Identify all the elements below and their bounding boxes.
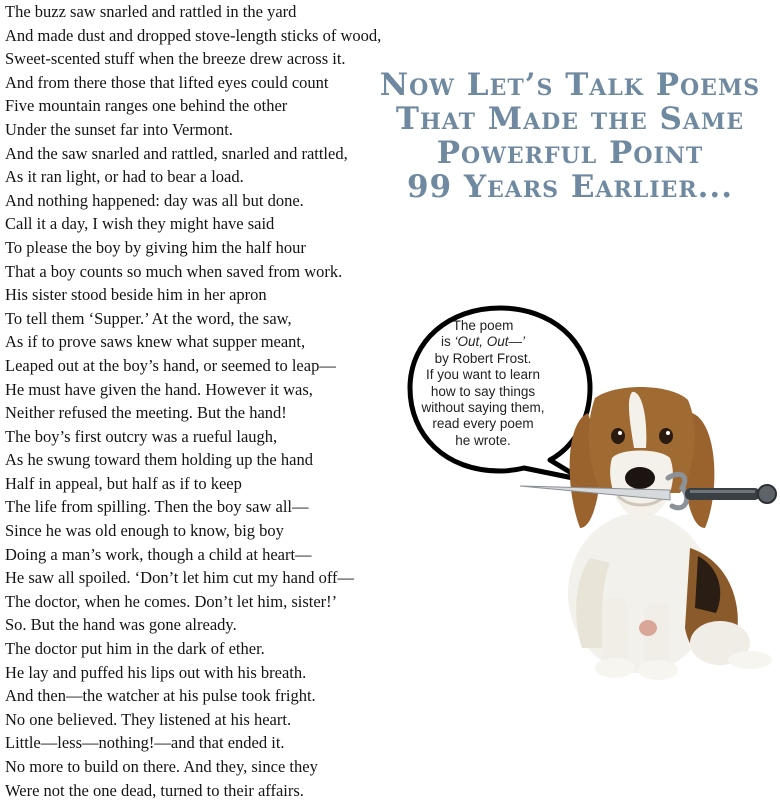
- bubble-line-7: read every poem: [432, 416, 534, 432]
- headline-line-2: That Made the Same: [395, 101, 745, 137]
- poem-title: ‘Out, Out—’: [454, 334, 526, 350]
- poem-line: He saw all spoiled. ‘Don’t let him cut my hand off—: [5, 568, 355, 588]
- poem-line: Since he was old enough to know, big boy: [5, 521, 284, 541]
- poem-line: The life from spilling. Then the boy saw all—: [5, 497, 309, 517]
- poem-line: Little—less—nothing!—and that ended it.: [5, 733, 285, 753]
- poem-line: The doctor, when he comes. Don’t let him, sister!’: [5, 591, 338, 611]
- bubble-line-3: by Robert Frost.: [434, 350, 532, 366]
- poem-line: As he swung toward them holding up the hand: [5, 450, 313, 470]
- poem-line: Doing a man’s work, though a child at heart—: [5, 544, 312, 564]
- poem-line: The boy’s first outcry was a rueful laugh,: [5, 426, 278, 446]
- poem-line: Were not the one dead, turned to their affairs.: [5, 780, 304, 800]
- poem-line: He lay and puffed his lips out with his breath.: [5, 662, 307, 682]
- headline-line-3: Powerful Point: [436, 135, 704, 171]
- poem-line: He must have given the hand. However it was,: [5, 379, 313, 399]
- headline-line-4: 99 Years Earlier...: [406, 169, 734, 205]
- bubble-line-5: how to say things: [430, 383, 536, 399]
- beagle-with-knife-image: [520, 378, 780, 688]
- poem-line: To please the boy by giving him the half hour: [5, 237, 306, 257]
- poem-line: That a boy counts so much when saved from work.: [5, 261, 343, 281]
- poem-line: Call it a day, I wish they might have said: [5, 214, 275, 234]
- bubble-line-1: The poem: [452, 318, 514, 333]
- bubble-line-4: If you want to learn: [425, 367, 541, 383]
- poem-line: His sister stood beside him in her apron: [5, 285, 267, 305]
- poem-line: No one believed. They listened at his heart.: [5, 709, 292, 729]
- poem-line: The doctor put him in the dark of ether.: [5, 639, 265, 659]
- poem-line: To tell them ‘Supper.’ At the word, the saw,: [5, 308, 292, 328]
- bubble-line-8: he wrote.: [455, 432, 511, 448]
- poem-line: Five mountain ranges one behind the other: [5, 96, 288, 116]
- bubble-line-2: [410, 334, 556, 350]
- poem-line: As if to prove saws knew what supper meant,: [5, 332, 306, 352]
- headline-line-1: Now Let’s Talk Poems: [379, 67, 761, 103]
- poem-line: Under the sunset far into Vermont.: [5, 119, 233, 139]
- poem-line: Half in appeal, but half as if to keep: [5, 473, 242, 493]
- bubble-line-6: without saying them,: [421, 400, 545, 416]
- poem-line: Sweet-scented stuff when the breeze drew across it.: [5, 49, 346, 69]
- poem-line: No more to build on there. And they, since they: [5, 757, 318, 776]
- poem-line: As it ran light, or had to bear a load.: [5, 167, 244, 187]
- poem-line: And from there those that lifted eyes could count: [5, 72, 329, 92]
- bubble-line-2-prefix: is: [440, 334, 455, 350]
- headline: [370, 68, 770, 204]
- poem-line: And then—the watcher at his pulse took fright.: [5, 686, 316, 706]
- poem-line: And nothing happened: day was all but done.: [5, 190, 304, 210]
- poem-line: Leaped out at the boy’s hand, or seemed to leap—: [5, 355, 336, 375]
- poem-line: And made dust and dropped stove-length sticks of wood,: [5, 25, 382, 45]
- poem-line: Neither refused the meeting. But the hand!: [5, 403, 287, 423]
- poem-line: The buzz saw snarled and rattled in the yard: [5, 2, 297, 21]
- poem-text: [5, 0, 405, 802]
- poem-line: So. But the hand was gone already.: [5, 615, 237, 635]
- poem-line: And the saw snarled and rattled, snarled and rattled,: [5, 143, 348, 163]
